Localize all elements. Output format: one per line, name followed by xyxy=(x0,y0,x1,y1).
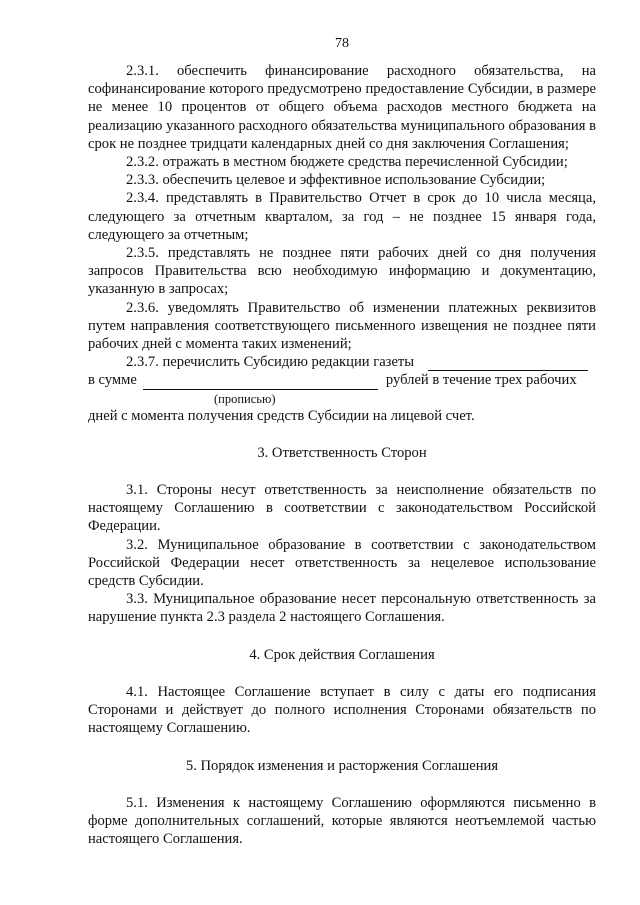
clause-2-3-7-end: дней с момента получения средств Субсидии на лицевой счет. xyxy=(88,407,475,424)
clause-4-1: 4.1. Настоящее Соглашение вступает в силу с даты его подписания Сторонами и действует до полного исполнения Сторонами обязательств по настоящему Соглашению. xyxy=(88,683,596,737)
clause-2-3-1: 2.3.1. обеспечить финансирование расходного обязательства, на софинансирование которого предусмотрено предоставление Субсидии, в размере не менее 10 процентов от общего объема расходов местного бюджета на реализацию указанного расходного обязательства муниципального образования в срок не позднее тридцати календарных дней со дня заключения Соглашения; xyxy=(88,63,596,152)
clause-2-3-6: 2.3.6. уведомлять Правительство об изменении платежных реквизитов путем направления соответствующего письменного извещения не позднее пяти рабочих дней с момента таких изменений; xyxy=(88,299,596,353)
in-words-hint: (прописью) xyxy=(214,391,276,406)
sum-tail: рублей в течение трех рабочих xyxy=(385,372,577,389)
clause-2-3-5: 2.3.5. представлять не позднее пяти рабочих дней со дня получения запросов Правительства всю необходимую информацию и документацию, указанную в запросах; xyxy=(88,245,596,298)
clause-2-3-3: 2.3.3. обеспечить целевое и эффективное использование Субсидии; xyxy=(126,172,546,189)
clause-3-3: 3.3. Муниципальное образование несет персональную ответственность за нарушение пункта 2.3 раздела 2 настоящего Соглашения. xyxy=(88,591,596,626)
clause-2-3-7-start: 2.3.7. перечислить Субсидию редакции газеты xyxy=(126,354,415,371)
section-3-heading: 3. Ответственность Сторон xyxy=(257,444,427,461)
page-number: 78 xyxy=(335,36,349,51)
section-4-heading: 4. Срок действия Соглашения xyxy=(249,646,435,663)
document-body xyxy=(88,62,596,848)
clause-5-1: 5.1. Изменения к настоящему Соглашению оформляются письменно в форме дополнительных соглашений, которые являются неотъемлемой частью настоящего Соглашения. xyxy=(88,794,596,848)
clause-3-1: 3.1. Стороны несут ответственность за неисполнение обязательств по настоящему Соглашению в соответствии с законодательством Российской Федерации. xyxy=(88,482,596,535)
clause-2-3-2: 2.3.2. отражать в местном бюджете средства перечисленной Субсидии; xyxy=(126,154,568,171)
section-5-heading: 5. Порядок изменения и расторжения Соглашения xyxy=(185,757,499,774)
sum-blank[interactable] xyxy=(143,375,378,390)
newspaper-name-blank[interactable] xyxy=(428,356,588,371)
clause-2-3-4: 2.3.4. представлять в Правительство Отчет в срок до 10 числа месяца, следующего за отчетным кварталом, за год – не позднее 15 января года, следующего за отчетным; xyxy=(88,190,596,243)
clause-3-2: 3.2. Муниципальное образование в соответствии с законодательством Российской Федерации несет ответственность за нецелевое использование средств Субсидии. xyxy=(88,536,596,590)
clause-2-3-7-line1 xyxy=(88,353,596,371)
clause-2-3-7-line2 xyxy=(88,371,596,389)
sum-label: в сумме xyxy=(88,372,137,389)
